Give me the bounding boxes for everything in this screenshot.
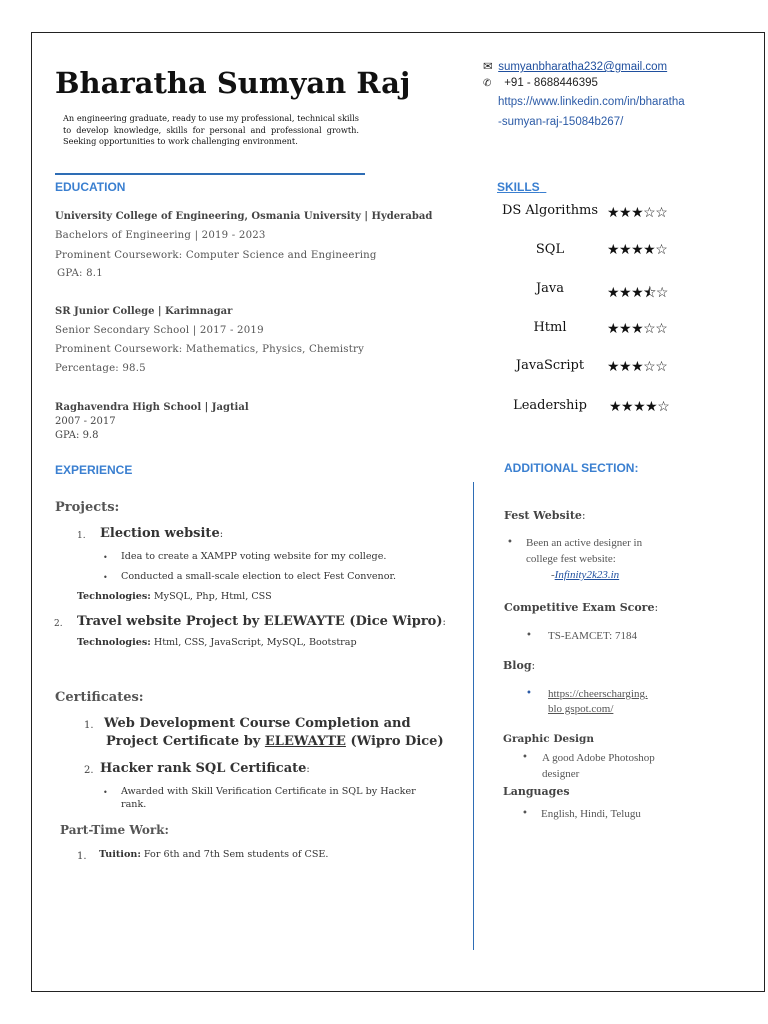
- fest-link-row: -Infinity2k23.in: [551, 569, 620, 581]
- edu-score-2: Percentage: 98.5: [55, 363, 146, 374]
- graphic-design-line1: A good Adobe Photoshop: [542, 752, 655, 764]
- edu-coursework-1: Prominent Coursework: Computer Science and Engineering: [55, 250, 377, 261]
- exam-score-item: TS-EAMCET: 7184: [548, 630, 637, 642]
- project1-number: 1.: [77, 531, 86, 541]
- certificates-title: Certificates:: [55, 690, 144, 705]
- parttime-title: Part-Time Work:: [60, 823, 169, 837]
- edu-score-1: GPA: 8.1: [57, 268, 103, 279]
- contact-phone-row: [483, 77, 598, 89]
- skill-name-javascript: JavaScript: [515, 358, 585, 373]
- project2-title: Travel website Project by ELEWAYTE (Dice Wipro):: [77, 614, 446, 629]
- fest-line-1: Been an active designer in: [526, 537, 643, 549]
- header-divider: [55, 173, 365, 175]
- bullet-dot: •: [522, 752, 528, 763]
- contact-email-row: [483, 59, 667, 73]
- bullet-dot: •: [103, 553, 108, 562]
- languages-title: Languages: [503, 785, 570, 798]
- project2-number: 2.: [54, 619, 63, 629]
- blog-link-line1[interactable]: https://cheerscharging.: [548, 688, 648, 700]
- parttime-tuition: Tuition: For 6th and 7th Sem students of CSE.: [99, 849, 329, 860]
- skill-name-leadership: Leadership: [513, 398, 587, 413]
- bullet-dot: •: [526, 630, 532, 641]
- project2-technologies: Technologies: Html, CSS, JavaScript, MySQL, Bootstrap: [77, 637, 357, 648]
- edu-school-1: University College of Engineering, Osmania University | Hyderabad: [55, 211, 433, 222]
- skill-stars-javascript: ★★★☆☆: [607, 359, 668, 375]
- parttime-number: 1.: [77, 851, 87, 862]
- cert2-title: Hacker rank SQL Certificate:: [100, 761, 310, 776]
- edu-degree-1: Bachelors of Engineering | 2019 - 2023: [55, 230, 266, 241]
- project1-bullet-1: Idea to create a XAMPP voting website for my college.: [121, 551, 387, 562]
- cert2-bullet-line2: rank.: [121, 799, 147, 810]
- project1-title: Election website:: [100, 526, 224, 541]
- languages-item: English, Hindi, Telugu: [541, 808, 641, 820]
- skill-stars-java: ★★★⯪☆: [607, 285, 668, 301]
- skill-name-sql: SQL: [535, 242, 565, 257]
- skill-name-ds-algorithms: DS Algorithms: [501, 203, 599, 218]
- cert2-number: 2.: [84, 765, 94, 776]
- resume-page-border: [31, 32, 765, 992]
- cert1-title-line2: Project Certificate by ELEWAYTE (Wipro Dice): [106, 734, 444, 749]
- edu-school-2: SR Junior College | Karimnagar: [55, 306, 233, 317]
- experience-heading: EXPERIENCE: [55, 463, 133, 477]
- edu-score-3: GPA: 9.8: [55, 430, 99, 441]
- fest-website-title: Fest Website:: [504, 509, 586, 522]
- fest-link[interactable]: Infinity2k23.in: [554, 569, 620, 581]
- phone-icon: ✆: [483, 78, 492, 89]
- skill-name-java: Java: [535, 281, 565, 296]
- column-divider: [473, 482, 474, 950]
- fest-line-2: college fest website:: [526, 553, 616, 565]
- skill-name-html: Html: [533, 320, 567, 335]
- bullet-dot: •: [526, 688, 532, 699]
- cert1-number: 1.: [84, 720, 94, 731]
- skill-stars-ds-algorithms: ★★★☆☆: [607, 205, 668, 221]
- project1-technologies: Technologies: MySQL, Php, Html, CSS: [77, 591, 272, 602]
- email-link[interactable]: sumyanbharatha232@gmail.com: [498, 61, 668, 73]
- exam-score-title: Competitive Exam Score:: [504, 601, 659, 614]
- additional-heading: ADDITIONAL SECTION:: [504, 461, 639, 475]
- phone-number: +91 - 8688446395: [504, 77, 598, 89]
- bullet-dot: •: [103, 573, 108, 582]
- blog-title: Blog:: [503, 659, 536, 672]
- linkedin-link-line1[interactable]: https://www.linkedin.com/in/bharatha: [498, 96, 685, 108]
- edu-coursework-2: Prominent Coursework: Mathematics, Physics, Chemistry: [55, 344, 365, 355]
- candidate-name: Bharatha Sumyan Raj: [55, 66, 411, 100]
- career-summary: An engineering graduate, ready to use my professional, technical skills to develop knowledge, skills for personal and professional growth. Seeking opportunities to work challenging environment.: [63, 113, 359, 146]
- email-icon: ✉: [483, 61, 493, 73]
- bullet-dot: •: [522, 808, 528, 819]
- skills-heading: SKILLS: [497, 180, 540, 194]
- edu-school-3: Raghavendra High School | Jagtial: [55, 402, 249, 413]
- projects-title: Projects:: [55, 500, 120, 515]
- edu-degree-2: Senior Secondary School | 2017 - 2019: [55, 325, 264, 336]
- skill-stars-leadership: ★★★★☆: [609, 399, 670, 415]
- cert2-bullet-line1: Awarded with Skill Verification Certificate in SQL by Hacker: [121, 786, 416, 797]
- education-heading: EDUCATION: [55, 180, 126, 194]
- bullet-dot: •: [103, 788, 108, 797]
- graphic-design-line2: designer: [542, 768, 580, 780]
- project1-bullet-2: Conducted a small-scale election to elect Fest Convenor.: [121, 571, 397, 582]
- graphic-design-title: Graphic Design: [503, 733, 594, 745]
- blog-link-line2[interactable]: blo gspot.com/: [548, 703, 614, 715]
- cert1-title-line1: Web Development Course Completion and: [104, 716, 411, 731]
- linkedin-link-line2[interactable]: -sumyan-raj-15084b267/: [498, 116, 624, 128]
- skill-stars-sql: ★★★★☆: [607, 242, 668, 258]
- skill-stars-html: ★★★☆☆: [607, 321, 668, 337]
- edu-degree-3: 2007 - 2017: [55, 416, 116, 427]
- bullet-dot: •: [507, 537, 513, 548]
